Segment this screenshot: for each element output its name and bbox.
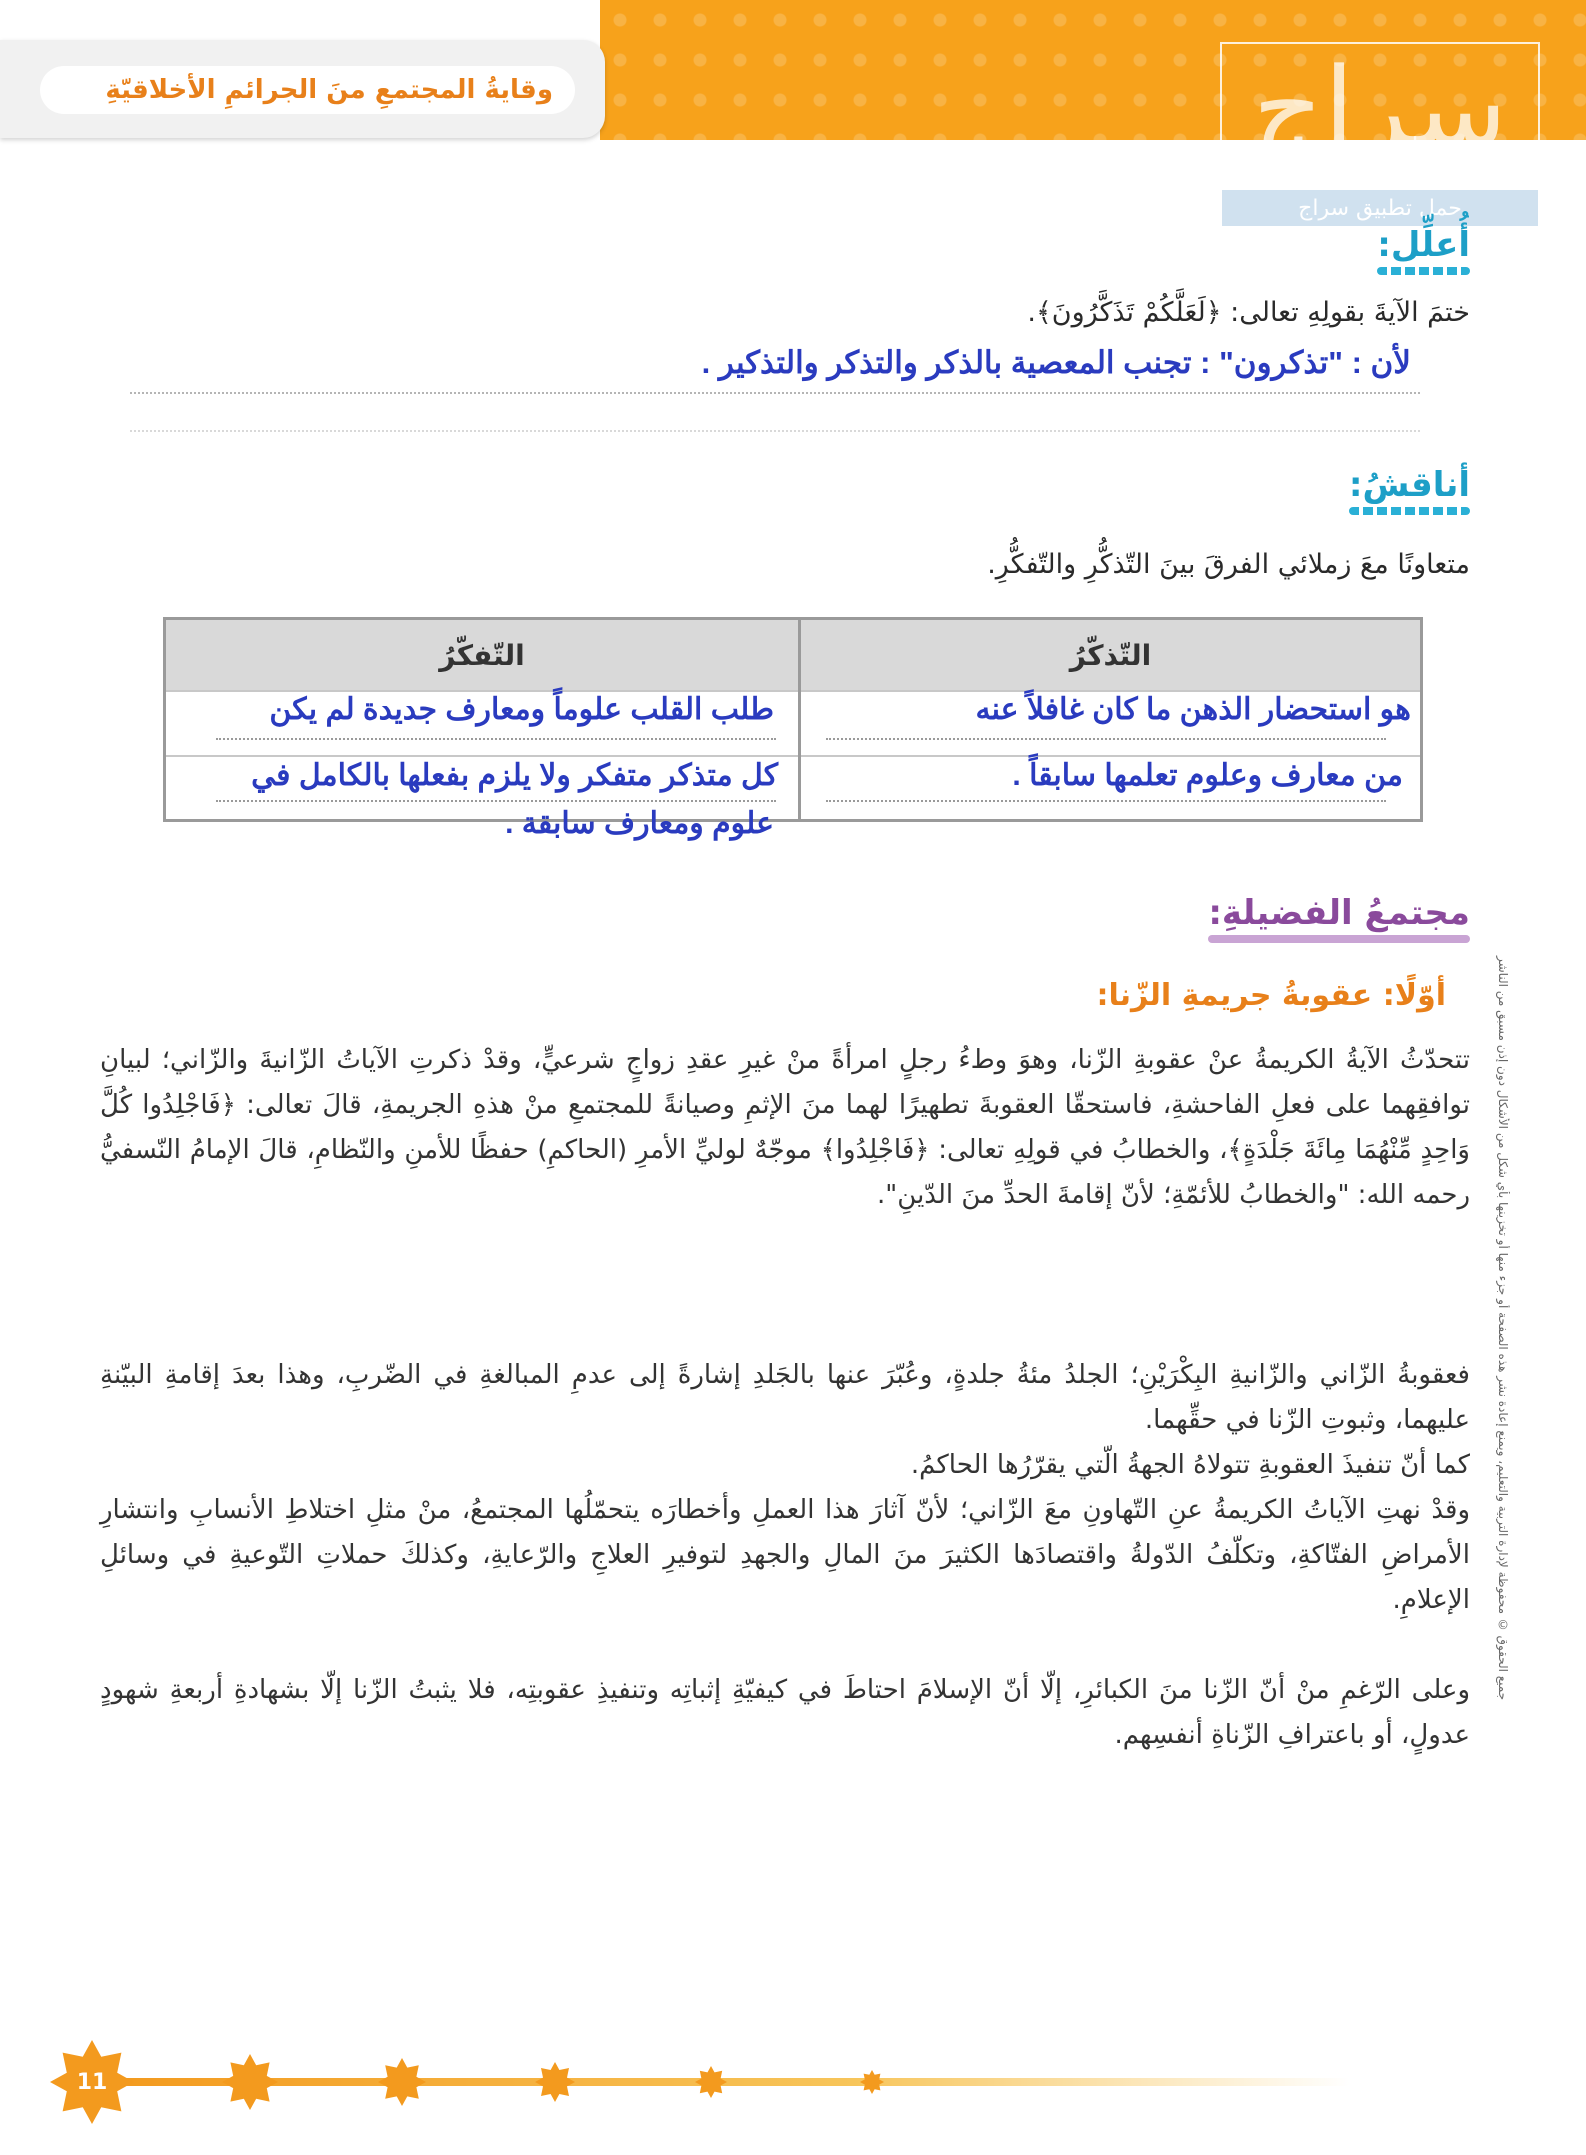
- society-subheading: أوّلًا: عقوبةُ جريمةِ الزّنا:: [1096, 978, 1446, 1013]
- cell-dotted-line: [826, 800, 1386, 802]
- table-cell-reflecting-line2: كل متذكر متفكر ولا يلزم بفعلها بالكامل في: [251, 759, 778, 792]
- star-ornament-icon: [535, 2062, 575, 2102]
- logo-wordmark: سراج: [1252, 44, 1508, 172]
- footer-decorative-line: [110, 2078, 1350, 2086]
- cell-dotted-line: [826, 738, 1386, 740]
- paragraph: كما أنّ تنفيذَ العقوبةِ تتولاهُ الجهةُ الّتي يقرّرُها الحاكمُ.: [910, 1450, 1470, 1480]
- wave-underline: [1349, 507, 1470, 515]
- discuss-prompt: متعاونًا معَ زملائي الفرقَ بينَ التّذكُّرِ والتّفكُّرِ.: [987, 549, 1470, 580]
- answer-line: [130, 392, 1420, 394]
- why-prompt: ختمَ الآيةَ بقولِهِ تعالى: ﴿لَعَلَّكُمْ تَذَكَّرُونَ﴾.: [1027, 297, 1470, 328]
- table-row-divider: [166, 755, 1420, 757]
- star-ornament-icon: [695, 2066, 727, 2098]
- table-cell-remembering-line1: هو استحضار الذهن ما كان غافلاً عنه: [975, 693, 1411, 726]
- copyright-side-note: جميع الحقوق © محفوظة لإدارة التربية والتعليم، ويمنع إعادة نشر هذه الصفحة أو جزء منها أو تخزينها بأي شكل من الأشكال دون إذن مسبق من الناشر: [1496, 955, 1510, 1700]
- table-cell-remembering-line2: من معارف وعلوم تعلمها سابقاً .: [1012, 759, 1403, 792]
- table-cell-reflecting-line3: علوم ومعارف سابقة .: [505, 807, 774, 840]
- paragraph: وعلى الرّغمِ منْ أنّ الزّنا منَ الكبائرِ، إلّا أنّ الإسلامَ احتاطَ في كيفيّةِ إثباتِه وتنفيذِ عقوبتِه، فلا يثبتُ الزّنا إلّا بشهادةِ أربعةِ شهودٍ عدولٍ، أو باعترافِ الزّناةِ أنفسِهم.: [100, 1675, 1470, 1750]
- why-answer: لأن : "تذكرون" : تجنب المعصية بالذكر والتذكر والتذكير .: [701, 345, 1411, 380]
- lesson-title: وقايةُ المجتمعِ منَ الجرائمِ الأخلاقيّةِ: [105, 75, 553, 105]
- why-heading-text: أُعلِّل:: [1377, 225, 1470, 265]
- table-header-reflecting: التّفكّرُ: [166, 620, 798, 690]
- answer-line: [130, 430, 1420, 432]
- heading-underline: [1208, 935, 1470, 943]
- table-header-remembering: التّذكّرُ: [798, 620, 1420, 690]
- discuss-heading-text: أناقشُ:: [1348, 465, 1470, 505]
- table-col-divider: [798, 620, 801, 819]
- page-number: 11: [76, 2069, 108, 2095]
- wave-underline: [1377, 267, 1470, 275]
- society-heading: [1208, 893, 1470, 943]
- discuss-heading: [1349, 465, 1470, 515]
- cell-dotted-line: [216, 738, 776, 740]
- logo-caption-strip: [1222, 190, 1538, 226]
- star-ornament-icon: [378, 2058, 426, 2106]
- cell-dotted-line: [216, 800, 776, 802]
- society-heading-text: مجتمعُ الفضيلةِ:: [1208, 893, 1470, 933]
- paragraph: فعقوبةُ الزّاني والزّانيةِ البِكْرَيْنِ؛ الجلدُ مئةُ جلدةٍ، وعُبّرَ عنها بالجَلدِ إشارةً إلى عدمِ المبالغةِ في الضّربِ، وهذا بعدَ إقامةِ البيّنةِ عليهما، وثبوتِ الزّنا في حقِّهما.: [100, 1360, 1470, 1435]
- table-cell-reflecting-line1: طلب القلب علوماً ومعارف جديدة لم يكن: [269, 693, 774, 726]
- lesson-title-pill: [40, 66, 575, 114]
- logo-caption: حمل تطبيق سراج: [1298, 195, 1462, 221]
- star-ornament-icon: [860, 2070, 884, 2094]
- paragraph: وقدْ نهتِ الآياتُ الكريمةُ عنِ التّهاونِ معَ الزّاني؛ لأنّ آثارَ هذا العملِ وأخطارَه يتحمّلُها المجتمعُ، منْ مثلِ اختلاطِ الأنسابِ وانتشارِ الأمراضِ الفتّاكةِ، وتكلّفُ الدّولةُ واقتصادَها الكثيرَ منَ المالِ والجهدِ لتوفيرِ العلاجِ والرّعايةِ، وكذلكَ حملاتِ التّوعيةِ في وسائلِ الإعلامِ.: [100, 1495, 1470, 1615]
- star-ornament-icon: [222, 2054, 278, 2110]
- paragraph: تتحدّثُ الآيةُ الكريمةُ عنْ عقوبةِ الزّنا، وهوَ وطءُ رجلٍ امرأةً منْ غيرِ عقدِ زواجٍ شرعيٍّ، وقدْ ذكرتِ الآياتُ الزّانيةَ والزّاني؛ لبيانِ توافقِهما على فعلِ الفاحشةِ، فاستحقّا العقوبةَ تطهيرًا لهما منَ الإثمِ وصيانةً للمجتمعِ منْ هذهِ الجريمةِ، قالَ تعالى: ﴿فَاجْلِدُوا كُلَّ وَاحِدٍ مِّنْهُمَا مِائَةَ جَلْدَةٍ﴾، والخطابُ في قولِهِ تعالى: ﴿فَاجْلِدُوا﴾ موجّهٌ لوليِّ الأمرِ (الحاكمِ) حفظًا للأمنِ والنّظامِ، قالَ الإمامُ النّسفيُّ رحمه الله: "والخطابُ للأئمّةِ؛ لأنّ إقامةَ الحدِّ منَ الدّينِ".: [100, 1045, 1470, 1210]
- why-heading: [1377, 225, 1470, 275]
